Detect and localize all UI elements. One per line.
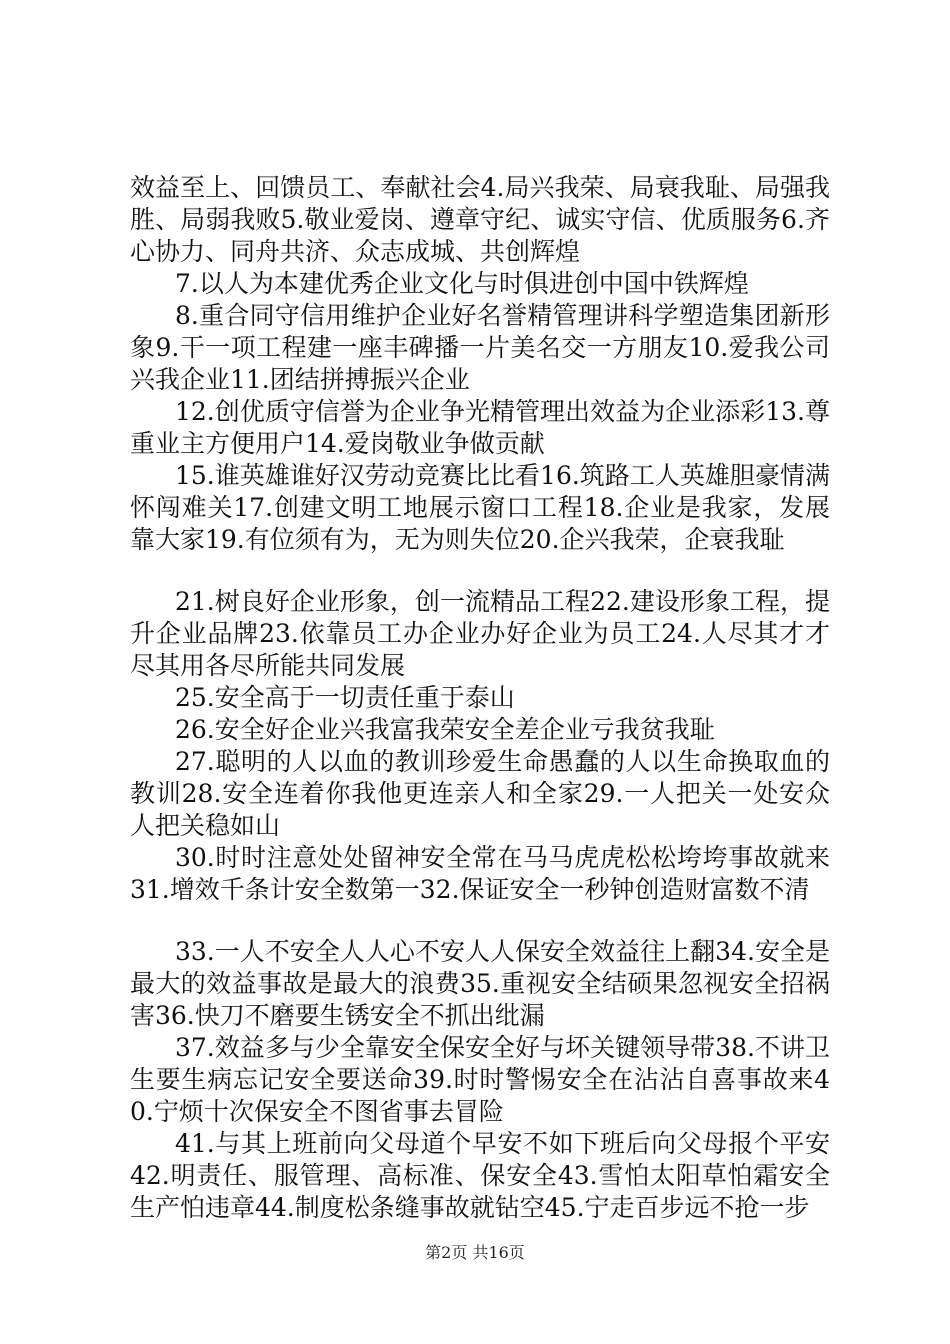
paragraph-12: 37.效益多与少全靠安全保安全好与坏关键领导带38.不讲卫生要生病忘记安全要送命39.时时警惕安全在沾沾自喜事故来40.宁烦十次保安全不图省事去冒险 [130,1033,830,1126]
paragraph-13: 41.与其上班前向父母道个早安不如下班后向父母报个平安42.明责任、服管理、高标准、保安全43.雪怕太阳草怕霜安全生产怕违章44.制度松条缝事故就钻空45.宁走百步远不抢一步 [130,1129,830,1222]
paragraph-4: 12.创优质守信誉为企业争光精管理出效益为企业添彩13.尊重业主方便用户14.爱岗敬业争做贡献 [130,397,830,458]
paragraph-11: 33.一人不安全人人心不安人人保安全效益往上翻34.安全是最大的效益事故是最大的浪费35.重视安全结硕果忽视安全招祸害36.快刀不磨要生锈安全不抓出纰漏 [130,937,830,1030]
paragraph-3: 8.重合同守信用维护企业好名誉精管理讲科学塑造集团新形象9.干一项工程建一座丰碑播一片美名交一方朋友10.爱我公司兴我企业11.团结拼搏振兴企业 [130,301,830,394]
paragraph-9: 27.聪明的人以血的教训珍爱生命愚蠢的人以生命换取血的教训28.安全连着你我他更连亲人和全家29.一人把关一处安众人把关稳如山 [130,747,830,840]
document-body [130,172,830,1224]
page-number-footer: 第2页 共16页 [425,1243,525,1262]
paragraph-6: 21.树良好企业形象，创一流精品工程22.建设形象工程，提升企业品牌23.依靠员工办企业办好企业为员工24.人尽其才才尽其用各尽所能共同发展 [130,587,830,680]
paragraph-5: 15.谁英雄谁好汉劳动竞赛比比看16.筑路工人英雄胆豪情满怀闯难关17.创建文明工地展示窗口工程18.企业是我家，发展靠大家19.有位须有为，无为则失位20.企兴我荣，企衰我耻 [130,461,830,554]
paragraph-8: 26.安全好企业兴我富我荣安全差企业亏我贫我耻 [175,715,715,744]
paragraph-1: 效益至上、回馈员工、奉献社会4.局兴我荣、局衰我耻、局强我胜、局弱我败5.敬业爱岗、遵章守纪、诚实守信、优质服务6.齐心协力、同舟共济、众志成城、共创辉煌 [130,173,830,266]
paragraph-10: 30.时时注意处处留神安全常在马马虎虎松松垮垮事故就来31.增效千条计安全数第一32.保证安全一秒钟创造财富数不清 [130,843,830,904]
paragraph-7: 25.安全高于一切责任重于泰山 [175,683,515,712]
paragraph-2: 7.以人为本建优秀企业文化与时俱进创中国中铁辉煌 [175,269,749,298]
